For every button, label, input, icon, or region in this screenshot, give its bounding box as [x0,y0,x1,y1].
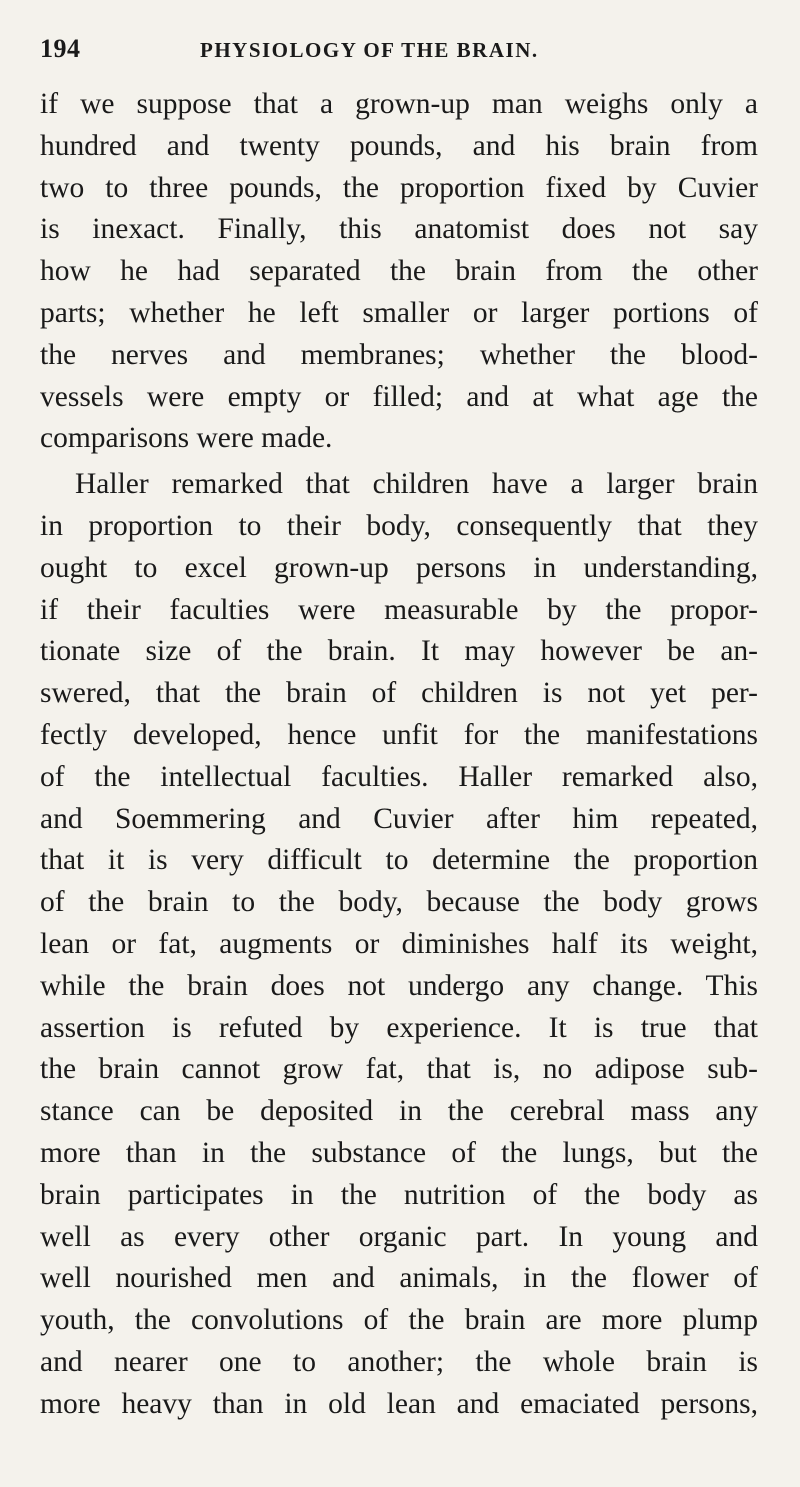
text-line: ought to excel grown-up persons in understanding, [40,551,758,584]
text-line: hundred and twenty pounds, and his brain from [40,129,758,162]
text-line: Haller remarked that children have a larger brain [75,468,758,501]
text-line: while the brain does not undergo any change. This [40,969,758,1002]
text-line: parts; whether he left smaller or larger portions of [40,296,758,329]
text-line: if their faculties were measurable by the propor- [40,593,758,626]
text-line: more than in the substance of the lungs, but the [40,1136,758,1169]
text-line: youth, the convolutions of the brain are more plump [40,1304,758,1337]
text-line: that it is very difficult to determine the proportion [40,844,758,877]
text-line: the brain cannot grow fat, that is, no adipose sub- [40,1053,758,1086]
text-line: assertion is refuted by experience. It is true that [40,1011,758,1044]
text-line: lean or fat, augments or diminishes half its weight, [40,927,758,960]
text-line: if we suppose that a grown-up man weighs only a [40,88,758,120]
paragraph [40,84,758,460]
text-line: stance can be deposited in the cerebral mass any [40,1095,758,1128]
text-line: of the brain to the body, because the body grows [40,886,758,919]
text-line: and Soemmering and Cuvier after him repeated, [40,802,758,835]
text-line: tionate size of the brain. It may however be an- [40,635,758,668]
paragraph [40,464,758,1425]
body-text [40,84,758,1426]
text-line: the nerves and membranes; whether the blood- [40,338,758,371]
text-line: more heavy than in old lean and emaciated persons, [40,1387,758,1420]
running-head: PHYSIOLOGY OF THE BRAIN. [200,38,539,62]
text-line: well nourished men and animals, in the flower of [40,1262,758,1295]
text-line: vessels were empty or filled; and at what age the [40,380,758,413]
text-line: swered, that the brain of children is not yet per- [40,677,758,710]
text-line: is inexact. Finally, this anatomist does not say [40,213,758,246]
text-line: how he had separated the brain from the other [40,255,758,288]
page-header [40,34,758,74]
text-line: comparisons were made. [40,422,333,455]
text-line: in proportion to their body, consequently that they [40,509,758,542]
text-line: brain participates in the nutrition of the body as [40,1178,758,1211]
text-line: two to three pounds, the proportion fixed by Cuvier [40,171,758,204]
text-line: fectly developed, hence unfit for the manifestations [40,718,758,751]
text-line: well as every other organic part. In young and [40,1220,758,1253]
text-line: of the intellectual faculties. Haller remarked also, [40,760,758,793]
page-number: 194 [40,34,81,63]
text-line: and nearer one to another; the whole brain is [40,1345,758,1378]
